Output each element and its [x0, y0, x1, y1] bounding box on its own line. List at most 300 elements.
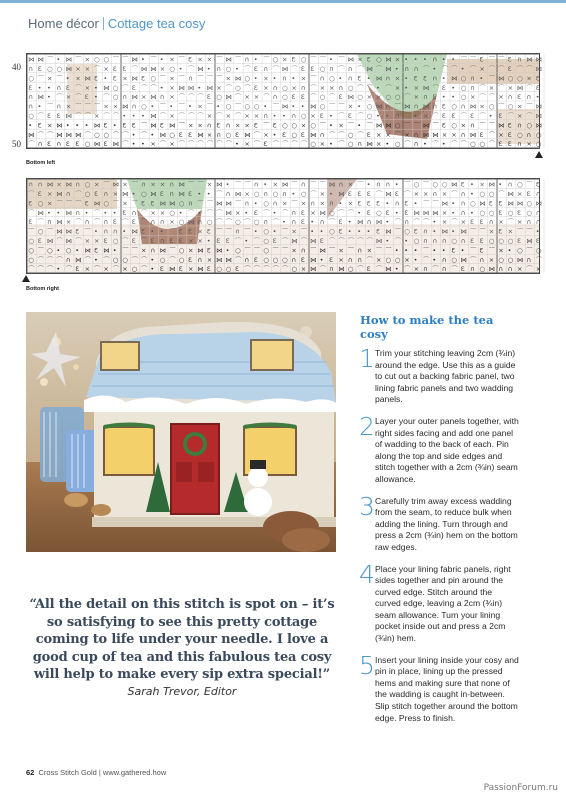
step-number: 4: [359, 559, 375, 589]
svg-text:⌒: ⌒: [376, 190, 383, 198]
svg-text:⋈: ⋈: [385, 227, 392, 236]
svg-text:×: ×: [413, 83, 420, 92]
svg-text:Ɛ: Ɛ: [479, 237, 484, 245]
svg-text:⌒: ⌒: [28, 190, 35, 198]
svg-text:•: •: [272, 112, 277, 120]
svg-text:⋈: ⋈: [376, 102, 383, 111]
svg-text:•: •: [131, 190, 136, 198]
svg-text:×: ×: [441, 130, 448, 139]
svg-text:⌒: ⌒: [310, 93, 317, 102]
svg-text:×: ×: [441, 218, 448, 227]
chart-row-label-50: 50: [12, 139, 21, 149]
svg-text:⌒: ⌒: [188, 65, 195, 73]
svg-text:•: •: [479, 74, 484, 83]
chart-caption-bottom-right: Bottom right: [26, 286, 59, 292]
svg-text:×: ×: [300, 265, 307, 274]
svg-text:○: ○: [507, 102, 514, 111]
svg-text:×: ×: [94, 237, 100, 245]
svg-text:○: ○: [347, 140, 354, 149]
svg-text:×: ×: [197, 237, 203, 245]
svg-text:•: •: [376, 112, 380, 120]
svg-text:○: ○: [479, 208, 486, 217]
svg-text:⋈: ⋈: [460, 227, 468, 236]
svg-text:⌒: ⌒: [37, 255, 45, 264]
svg-text:⌒: ⌒: [451, 190, 458, 198]
svg-text:○: ○: [28, 237, 34, 245]
svg-text:⋈: ⋈: [507, 199, 515, 208]
svg-text:∩: ∩: [103, 227, 109, 236]
svg-text:⌒: ⌒: [329, 218, 336, 227]
svg-text:○: ○: [122, 255, 128, 264]
svg-text:⌒: ⌒: [300, 140, 308, 149]
svg-text:×: ×: [357, 55, 363, 64]
svg-text:○: ○: [319, 102, 326, 111]
step-text: Place your lining fabric panels, right sides together and pin around the curved edge. Stitch around the curved edge, leaving a 2cm (¾in) seam allowance. Turn your lining pocket inside out and press a 2cm (¾in) hem.: [375, 563, 511, 644]
svg-text:•: •: [112, 121, 117, 130]
svg-text:⌒: ⌒: [272, 265, 280, 274]
svg-text:⋈: ⋈: [75, 130, 82, 139]
svg-text:Ɛ: Ɛ: [291, 93, 296, 102]
svg-text:∩: ∩: [385, 102, 391, 111]
svg-text:⌒: ⌒: [376, 246, 383, 255]
svg-text:×: ×: [75, 65, 81, 73]
svg-text:⌒: ⌒: [28, 140, 35, 149]
svg-text:Ɛ: Ɛ: [122, 65, 127, 73]
svg-text:○: ○: [103, 199, 110, 208]
svg-text:⌒: ⌒: [141, 208, 148, 217]
svg-text:⋈: ⋈: [225, 199, 233, 208]
svg-text:⌒: ⌒: [488, 246, 496, 255]
svg-text:×: ×: [310, 208, 316, 217]
svg-text:•: •: [263, 102, 268, 111]
svg-text:⌒: ⌒: [272, 246, 280, 255]
svg-text:⌒: ⌒: [216, 112, 223, 120]
svg-text:○: ○: [103, 55, 110, 64]
svg-text:○: ○: [272, 190, 279, 198]
svg-text:×: ×: [507, 227, 514, 236]
svg-text:∩: ∩: [37, 180, 43, 189]
svg-text:⌒: ⌒: [423, 218, 430, 227]
svg-text:⋈: ⋈: [28, 55, 35, 64]
svg-text:⋈: ⋈: [47, 180, 54, 189]
svg-text:∩: ∩: [282, 74, 287, 83]
svg-text:Ɛ: Ɛ: [507, 140, 512, 149]
svg-text:⌒: ⌒: [404, 190, 411, 198]
svg-text:⋈: ⋈: [347, 55, 355, 64]
svg-text:Ɛ: Ɛ: [159, 121, 164, 130]
svg-text:⌒: ⌒: [159, 140, 167, 149]
svg-text:⌒: ⌒: [319, 265, 327, 274]
svg-text:⋈: ⋈: [169, 265, 176, 274]
svg-text:○: ○: [488, 208, 495, 217]
svg-text:○: ○: [498, 237, 504, 245]
svg-text:Ɛ: Ɛ: [253, 65, 258, 73]
svg-text:○: ○: [56, 65, 63, 73]
svg-text:×: ×: [394, 83, 401, 92]
svg-text:•: •: [385, 140, 390, 149]
svg-text:Ɛ: Ɛ: [498, 199, 503, 208]
svg-text:⋈: ⋈: [131, 55, 139, 64]
svg-text:○: ○: [178, 218, 185, 227]
svg-text:•: •: [329, 121, 333, 130]
svg-text:○: ○: [291, 130, 298, 139]
svg-text:⋈: ⋈: [470, 130, 477, 139]
svg-text:⌒: ⌒: [103, 93, 110, 102]
step-number: 3: [359, 491, 375, 521]
svg-text:∩: ∩: [28, 180, 33, 189]
svg-text:×: ×: [488, 83, 495, 92]
svg-text:Ɛ: Ɛ: [376, 199, 380, 208]
svg-text:⌒: ⌒: [244, 218, 251, 227]
svg-text:⌒: ⌒: [488, 121, 496, 130]
svg-text:∩: ∩: [413, 130, 419, 139]
svg-text:•: •: [413, 199, 418, 208]
svg-text:⋈: ⋈: [65, 227, 73, 236]
svg-text:Ɛ: Ɛ: [272, 237, 277, 245]
topic-title: Cottage tea cosy: [107, 16, 206, 31]
svg-text:•: •: [319, 227, 324, 236]
svg-text:∩: ∩: [357, 255, 362, 264]
svg-text:•: •: [169, 102, 174, 111]
svg-text:⋈: ⋈: [413, 208, 421, 217]
svg-text:Ɛ: Ɛ: [441, 112, 446, 120]
svg-text:∩: ∩: [225, 121, 231, 130]
svg-text:•: •: [329, 190, 333, 198]
svg-text:Ɛ: Ɛ: [357, 74, 362, 83]
svg-text:○: ○: [385, 255, 392, 264]
svg-text:⌒: ⌒: [103, 180, 110, 189]
svg-text:⋈: ⋈: [56, 121, 63, 130]
svg-text:∩: ∩: [291, 218, 297, 227]
svg-text:∩: ∩: [517, 140, 522, 149]
svg-text:×: ×: [394, 74, 401, 83]
svg-text:⌒: ⌒: [28, 208, 35, 217]
svg-text:⋈: ⋈: [37, 208, 45, 217]
svg-text:⋈: ⋈: [37, 93, 45, 102]
svg-text:Ɛ: Ɛ: [131, 83, 136, 92]
svg-text:•: •: [451, 93, 456, 102]
svg-text:•: •: [385, 237, 390, 245]
svg-text:•: •: [131, 140, 136, 149]
step-text: Carefully trim away excess wadding from the seam, to reduce bulk when adding the lining. Turn through and press a 2cm (¾in) hem on the bottom raw edges.: [375, 495, 518, 552]
svg-text:Ɛ: Ɛ: [141, 74, 145, 83]
svg-text:•: •: [404, 83, 409, 92]
svg-text:○: ○: [169, 65, 175, 73]
svg-text:•: •: [357, 102, 362, 111]
svg-text:×: ×: [253, 93, 260, 102]
svg-text:⋈: ⋈: [65, 180, 73, 189]
svg-text:×: ×: [169, 74, 175, 83]
svg-text:⋈: ⋈: [28, 130, 35, 139]
svg-text:×: ×: [385, 130, 391, 139]
svg-text:⌒: ⌒: [526, 265, 533, 274]
svg-text:○: ○: [517, 74, 523, 83]
svg-text:∩: ∩: [338, 83, 344, 92]
svg-text:⌒: ⌒: [404, 121, 411, 130]
svg-text:⋈: ⋈: [385, 55, 392, 64]
svg-text:∩: ∩: [526, 218, 532, 227]
svg-text:⌒: ⌒: [263, 55, 270, 64]
svg-text:∩: ∩: [188, 74, 193, 83]
svg-text:○: ○: [479, 265, 486, 274]
svg-text:Ɛ: Ɛ: [441, 121, 446, 130]
svg-text:×: ×: [535, 265, 542, 274]
svg-text:○: ○: [84, 180, 91, 189]
svg-text:○: ○: [112, 255, 119, 264]
svg-text:○: ○: [347, 83, 354, 92]
svg-text:Ɛ: Ɛ: [282, 130, 286, 139]
svg-text:Ɛ: Ɛ: [103, 121, 108, 130]
svg-text:Ɛ: Ɛ: [178, 227, 183, 236]
svg-text:⋈: ⋈: [441, 199, 449, 208]
svg-text:∩: ∩: [404, 218, 409, 227]
svg-text:⌒: ⌒: [197, 93, 204, 102]
svg-text:⌒: ⌒: [94, 218, 101, 227]
svg-text:×: ×: [206, 130, 213, 139]
svg-text:∩: ∩: [159, 237, 165, 245]
svg-text:×: ×: [319, 83, 326, 92]
svg-text:⋈: ⋈: [535, 102, 543, 111]
svg-text:⌒: ⌒: [37, 74, 45, 83]
svg-text:⌒: ⌒: [150, 55, 157, 64]
svg-text:⋈: ⋈: [56, 190, 63, 198]
svg-text:Ɛ: Ɛ: [347, 190, 352, 198]
svg-text:⌒: ⌒: [404, 93, 411, 102]
svg-text:⌒: ⌒: [272, 65, 280, 73]
svg-text:Ɛ: Ɛ: [366, 55, 371, 64]
svg-text:⌒: ⌒: [169, 227, 176, 236]
svg-text:Ɛ: Ɛ: [507, 121, 512, 130]
svg-text:⌒: ⌒: [84, 102, 92, 111]
svg-text:×: ×: [244, 93, 250, 102]
svg-text:•: •: [413, 246, 418, 255]
svg-text:×: ×: [188, 237, 194, 245]
svg-text:⋈: ⋈: [94, 140, 101, 149]
svg-text:∩: ∩: [197, 255, 203, 264]
svg-text:Ɛ: Ɛ: [432, 93, 437, 102]
svg-text:⌒: ⌒: [159, 74, 167, 83]
svg-text:Ɛ: Ɛ: [347, 112, 352, 120]
svg-text:∩: ∩: [357, 140, 362, 149]
svg-text:Ɛ: Ɛ: [206, 93, 211, 102]
svg-text:○: ○: [169, 208, 175, 217]
svg-text:•: •: [423, 140, 427, 149]
svg-text:○: ○: [488, 237, 495, 245]
watermark: PassionForum.ru: [483, 783, 558, 793]
svg-text:∩: ∩: [291, 255, 297, 264]
svg-text:⌒: ⌒: [329, 246, 336, 255]
svg-text:⌒: ⌒: [65, 265, 73, 274]
svg-text:•: •: [385, 112, 390, 120]
svg-text:Ɛ: Ɛ: [470, 237, 474, 245]
svg-text:○: ○: [451, 121, 457, 130]
svg-text:×: ×: [206, 255, 213, 264]
svg-text:∩: ∩: [75, 208, 80, 217]
svg-text:⌒: ⌒: [178, 74, 186, 83]
svg-text:Ɛ: Ɛ: [488, 199, 493, 208]
svg-text:•: •: [235, 65, 239, 73]
svg-text:○: ○: [94, 55, 100, 64]
svg-text:Ɛ: Ɛ: [404, 199, 409, 208]
svg-text:•: •: [84, 121, 89, 130]
svg-text:•: •: [235, 140, 239, 149]
svg-text:∩: ∩: [300, 83, 306, 92]
svg-text:•: •: [244, 208, 249, 217]
svg-text:∩: ∩: [479, 255, 485, 264]
svg-text:×: ×: [244, 140, 250, 149]
svg-text:⌒: ⌒: [131, 246, 139, 255]
svg-text:∩: ∩: [517, 55, 522, 64]
svg-text:∩: ∩: [441, 237, 447, 245]
svg-text:⌒: ⌒: [75, 55, 82, 64]
svg-text:∩: ∩: [347, 65, 353, 73]
svg-text:•: •: [432, 65, 437, 73]
svg-text:⋈: ⋈: [470, 102, 477, 111]
svg-text:∩: ∩: [244, 199, 250, 208]
svg-text:Ɛ: Ɛ: [253, 208, 258, 217]
svg-text:×: ×: [94, 112, 100, 120]
svg-text:⌒: ⌒: [498, 190, 505, 198]
svg-text:⌒: ⌒: [338, 237, 345, 245]
svg-text:Ɛ: Ɛ: [253, 121, 258, 130]
svg-text:○: ○: [84, 140, 91, 149]
svg-text:Ɛ: Ɛ: [517, 93, 521, 102]
svg-text:•: •: [94, 227, 98, 236]
svg-text:×: ×: [65, 93, 72, 102]
svg-text:×: ×: [300, 74, 307, 83]
svg-text:⋈: ⋈: [460, 255, 468, 264]
svg-text:⌒: ⌒: [197, 180, 204, 189]
svg-text:⌒: ⌒: [122, 237, 129, 245]
svg-text:⋈: ⋈: [103, 246, 110, 255]
svg-text:⌒: ⌒: [112, 130, 120, 139]
svg-text:⌒: ⌒: [441, 65, 449, 73]
svg-text:⌒: ⌒: [291, 180, 298, 189]
svg-text:∩: ∩: [535, 218, 541, 227]
svg-text:○: ○: [28, 112, 34, 120]
svg-text:○: ○: [310, 121, 316, 130]
svg-text:•: •: [253, 199, 258, 208]
svg-text:⌒: ⌒: [366, 121, 374, 130]
svg-text:⌒: ⌒: [141, 265, 148, 274]
svg-text:×: ×: [188, 121, 194, 130]
svg-text:⌒: ⌒: [131, 199, 139, 208]
svg-text:•: •: [470, 180, 474, 189]
svg-text:⌒: ⌒: [460, 112, 468, 120]
svg-text:Ɛ: Ɛ: [75, 140, 80, 149]
svg-text:Ɛ: Ɛ: [300, 130, 305, 139]
svg-text:×: ×: [338, 121, 344, 130]
svg-text:⋈: ⋈: [432, 208, 439, 217]
svg-text:⌒: ⌒: [404, 265, 411, 274]
svg-text:⋈: ⋈: [423, 130, 430, 139]
svg-text:⋈: ⋈: [535, 112, 543, 120]
svg-text:⌒: ⌒: [37, 112, 45, 120]
svg-text:∩: ∩: [460, 102, 466, 111]
svg-text:•: •: [56, 246, 61, 255]
svg-text:⌒: ⌒: [413, 121, 421, 130]
svg-text:⋈: ⋈: [535, 65, 543, 73]
svg-text:⌒: ⌒: [404, 180, 411, 189]
svg-text:•: •: [197, 190, 202, 198]
svg-text:⌒: ⌒: [244, 246, 251, 255]
svg-text:⌒: ⌒: [47, 227, 54, 236]
svg-text:⋈: ⋈: [479, 199, 486, 208]
svg-text:•: •: [253, 55, 258, 64]
svg-text:○: ○: [329, 227, 335, 236]
svg-text:Ɛ: Ɛ: [338, 218, 343, 227]
svg-text:Ɛ: Ɛ: [235, 130, 239, 139]
svg-text:⋈: ⋈: [282, 180, 289, 189]
svg-text:∩: ∩: [347, 255, 353, 264]
svg-text:⌒: ⌒: [517, 227, 524, 236]
svg-text:•: •: [197, 208, 202, 217]
svg-text:•: •: [28, 121, 33, 130]
svg-text:∩: ∩: [37, 140, 43, 149]
svg-text:∩: ∩: [84, 218, 90, 227]
svg-text:⌒: ⌒: [394, 218, 402, 227]
svg-text:•: •: [347, 218, 352, 227]
svg-text:⌒: ⌒: [225, 218, 233, 227]
svg-text:Ɛ: Ɛ: [319, 112, 324, 120]
svg-text:⌒: ⌒: [235, 55, 242, 64]
svg-text:∩: ∩: [507, 265, 513, 274]
svg-text:•: •: [225, 246, 230, 255]
svg-text:○: ○: [526, 199, 533, 208]
svg-text:×: ×: [65, 102, 72, 111]
svg-text:×: ×: [122, 265, 128, 274]
svg-text:⌒: ⌒: [451, 265, 458, 274]
svg-text:⌒: ⌒: [235, 102, 242, 111]
svg-text:○: ○: [470, 140, 476, 149]
svg-text:•: •: [366, 180, 371, 189]
svg-text:Ɛ: Ɛ: [300, 93, 305, 102]
svg-text:Ɛ: Ɛ: [498, 112, 503, 120]
svg-text:⋈: ⋈: [197, 130, 204, 139]
chart-center-marker: [535, 151, 543, 158]
svg-text:⌒: ⌒: [75, 190, 82, 198]
svg-text:⋈: ⋈: [319, 208, 327, 217]
svg-text:⌒: ⌒: [188, 180, 195, 189]
svg-text:Ɛ: Ɛ: [37, 65, 42, 73]
svg-text:⋈: ⋈: [526, 237, 533, 245]
svg-text:⌒: ⌒: [357, 83, 364, 92]
svg-text:×: ×: [441, 190, 448, 198]
svg-text:⋈: ⋈: [65, 55, 73, 64]
svg-text:⌒: ⌒: [103, 255, 110, 264]
svg-text:×: ×: [47, 199, 53, 208]
svg-text:⌒: ⌒: [206, 199, 214, 208]
svg-text:○: ○: [507, 237, 514, 245]
svg-text:•: •: [394, 180, 399, 189]
svg-text:⌒: ⌒: [122, 130, 129, 139]
svg-text:×: ×: [413, 265, 420, 274]
svg-text:∩: ∩: [225, 190, 231, 198]
svg-text:⌒: ⌒: [206, 208, 214, 217]
svg-text:•: •: [141, 140, 145, 149]
svg-text:×: ×: [169, 112, 175, 120]
svg-text:⌒: ⌒: [282, 227, 289, 236]
svg-text:•: •: [366, 74, 371, 83]
svg-text:∩: ∩: [432, 102, 438, 111]
svg-text:∩: ∩: [272, 199, 278, 208]
svg-text:×: ×: [235, 208, 241, 217]
svg-text:Ɛ: Ɛ: [479, 218, 484, 227]
svg-text:⌒: ⌒: [253, 130, 261, 139]
svg-text:•: •: [206, 190, 211, 198]
svg-text:∩: ∩: [357, 246, 362, 255]
svg-text:•: •: [404, 55, 409, 64]
